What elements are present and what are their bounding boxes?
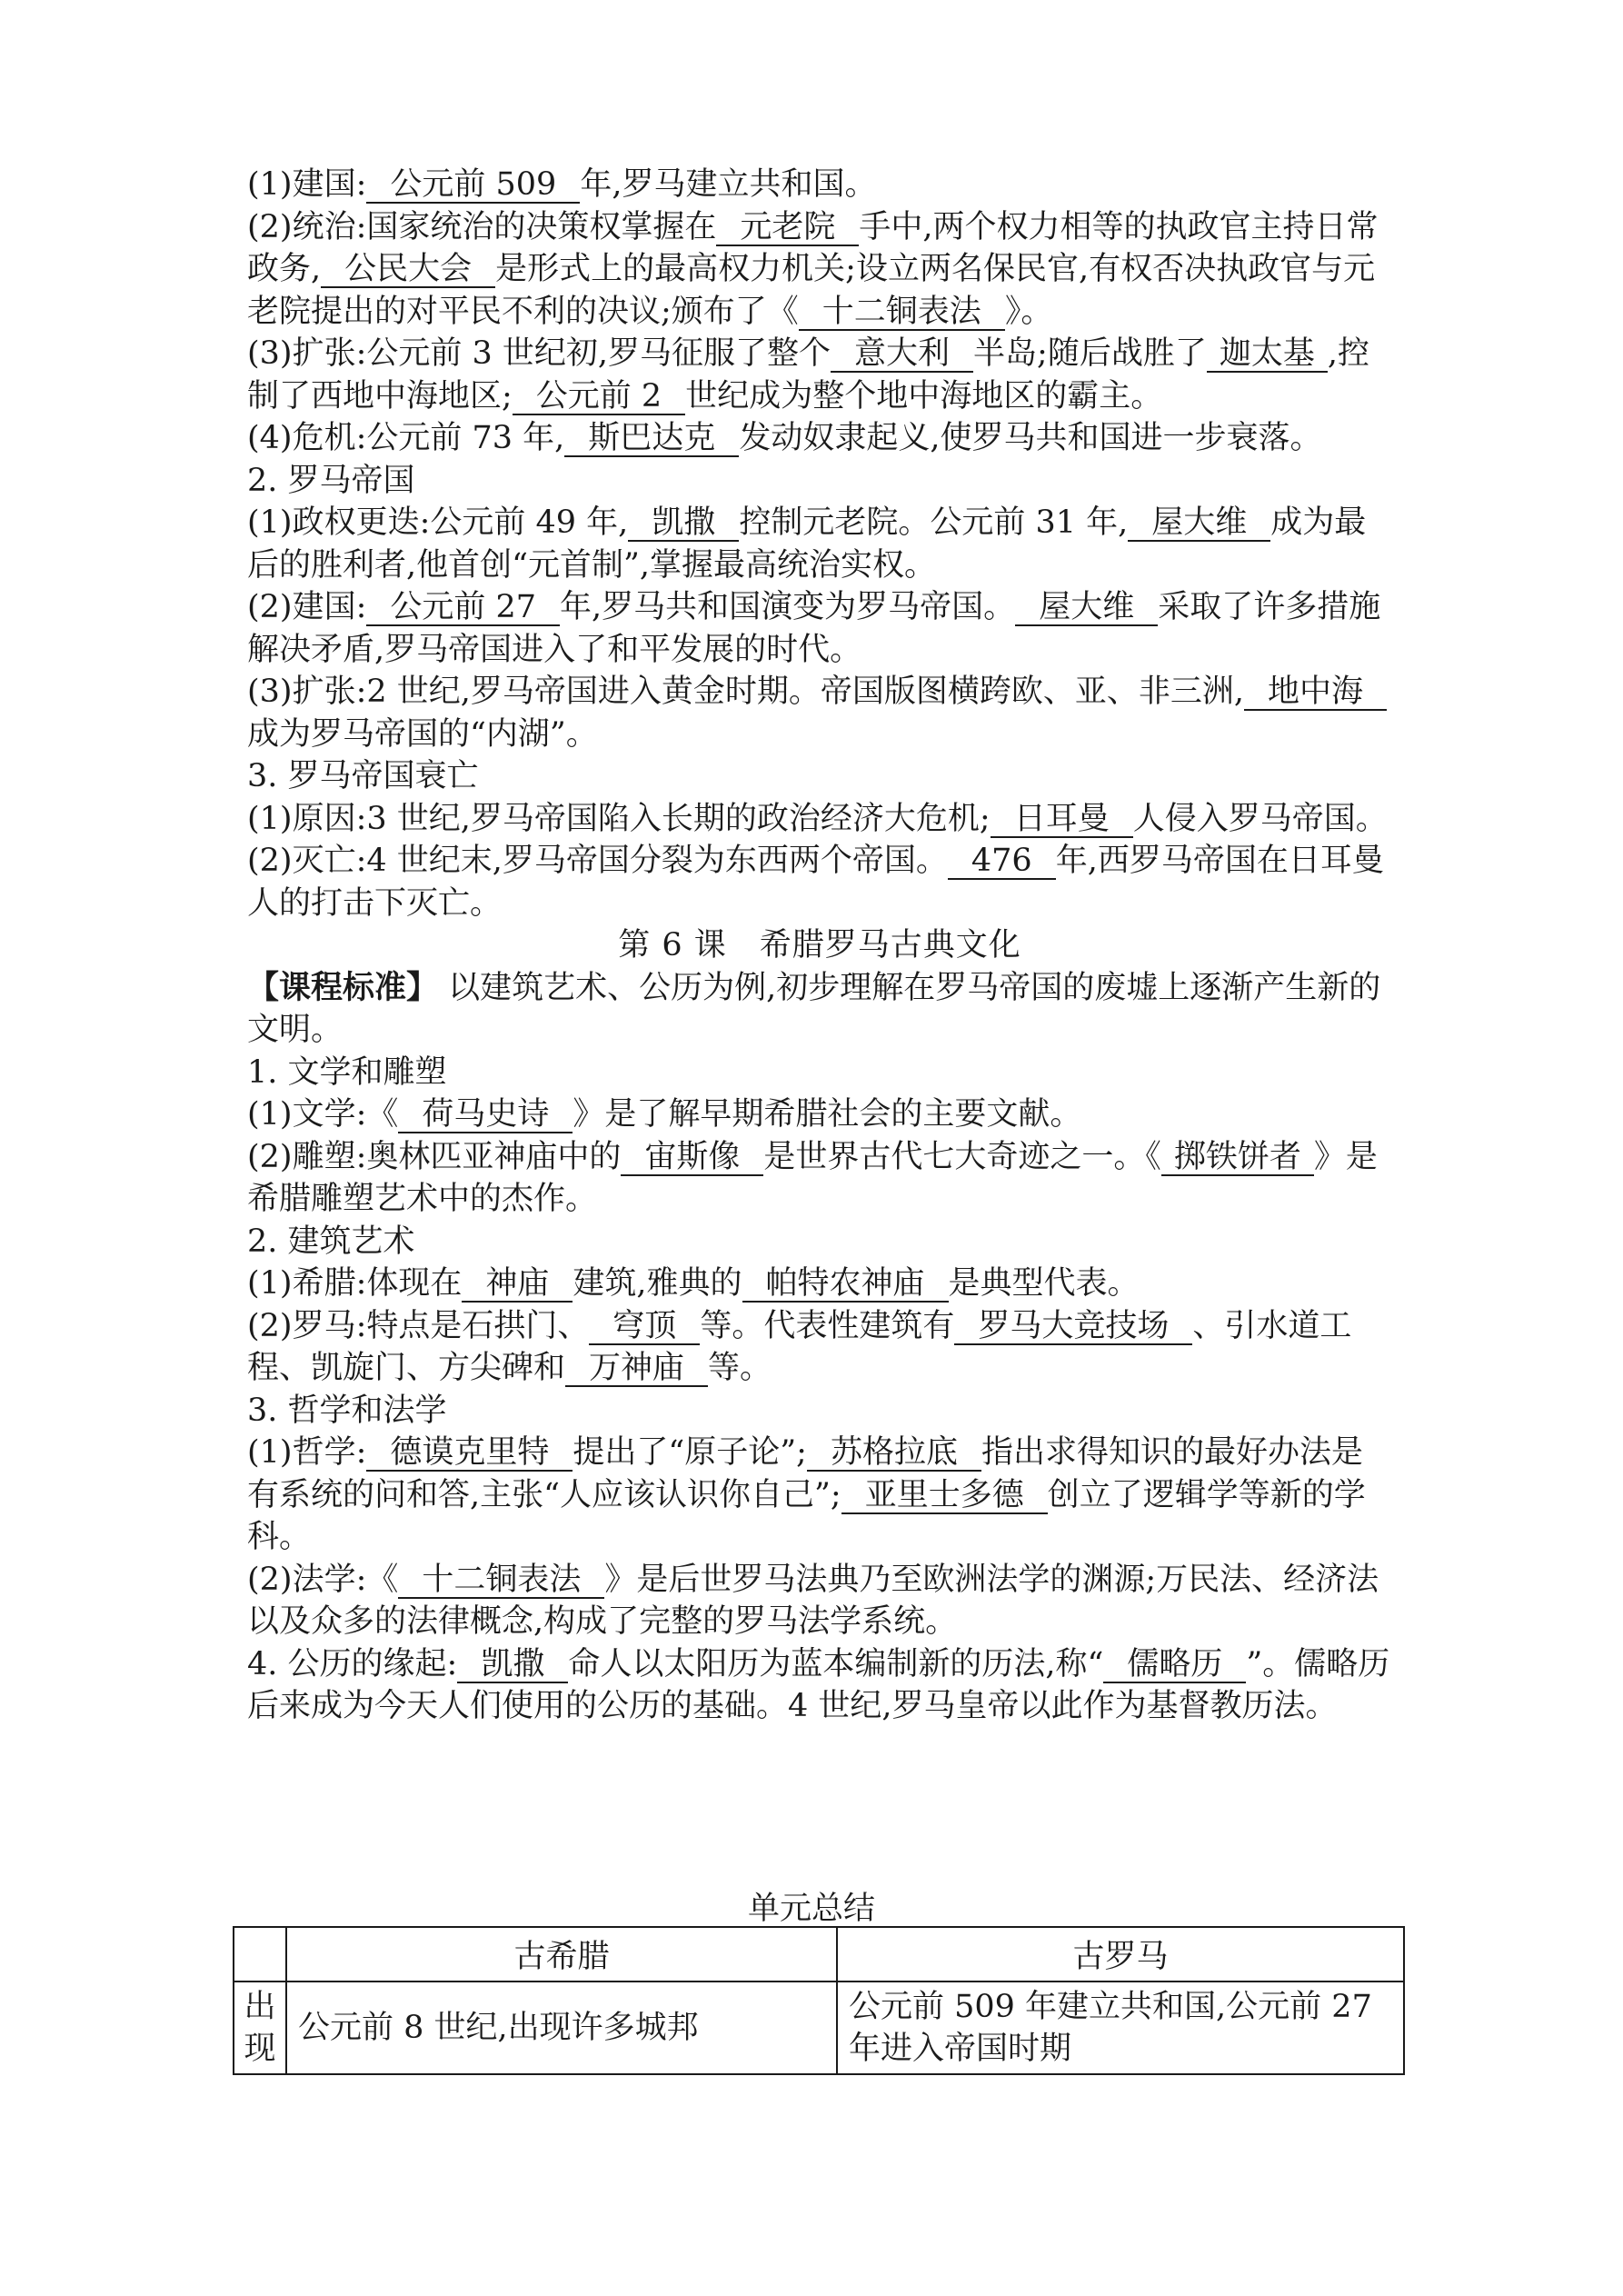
empire-item-3: (3)扩张:2 世纪,罗马帝国进入黄金时期。帝国版图横跨欧、亚、非三洲, 地中海成为罗马帝国的“内湖”。 — [247, 671, 1392, 755]
table-cell: 公元前 509 年建立共和国,公元前 27 年进入帝国时期 — [837, 1982, 1404, 2074]
answer-blank: 地中海 — [1244, 674, 1387, 711]
answer-blank: 斯巴达克 — [564, 421, 739, 457]
answer-blank: 日耳曼 — [991, 802, 1133, 838]
row-label: 出现 — [234, 1982, 286, 2074]
answer-blank: 凯撒 — [457, 1647, 568, 1683]
rome-item-1: (1)建国: 公元前 509 年,罗马建立共和国。 — [247, 166, 877, 203]
answer-blank: 罗马大竞技场 — [954, 1309, 1192, 1345]
section-heading: 2. 建筑艺术 — [247, 1223, 415, 1260]
course-standard-label: 【课程标准】 — [247, 968, 439, 1006]
answer-blank: 亚里士多德 — [841, 1478, 1048, 1514]
table-row — [234, 1982, 1404, 2074]
answer-blank: 公元前 509 — [366, 167, 580, 204]
answer-blank: 德谟克里特 — [366, 1435, 573, 1472]
answer-blank: 宙斯像 — [621, 1140, 763, 1176]
document-body — [247, 164, 1392, 1728]
answer-blank: 意大利 — [831, 336, 973, 373]
unit-summary-table — [233, 1926, 1405, 2075]
answer-blank: 元老院 — [716, 210, 859, 246]
philosophy-item-2: (2)法学:《 十二铜表法 》是后世罗马法典乃至欧洲法学的渊源;万民法、经济法以及众多的法律概念,构成了完整的罗马法学系统。 — [247, 1561, 1379, 1640]
course-standard: 【课程标准】 以建筑艺术、公历为例,初步理解在罗马帝国的废墟上逐渐产生新的文明。 — [247, 968, 1381, 1048]
answer-blank: 穹顶 — [589, 1309, 700, 1345]
answer-blank: 苏格拉底 — [807, 1435, 981, 1472]
empire-item-1: (1)政权更迭:公元前 49 年, 凯撒 控制元老院。公元前 31 年, 屋大维 成为最后的胜利者,他首创“元首制”,掌握最高统治实权。 — [247, 504, 1367, 584]
rome-item-3: (3)扩张:公元前 3 世纪初,罗马征服了整个 意大利 半岛;随后战胜了 迦太基 ,控制了西地中海地区; 公元前 2 世纪成为整个地中海地区的霸主。 — [247, 335, 1369, 414]
architecture-item-2: (2)罗马:特点是石拱门、 穹顶 等。代表性建筑有 罗马大竞技场 、引水道工程、凯旋门、方尖碑和 万神庙 等。 — [247, 1307, 1352, 1386]
decline-item-1: (1)原因:3 世纪,罗马帝国陷入长期的政治经济大危机; 日耳曼 人侵入罗马帝国。 — [247, 800, 1388, 837]
answer-blank: 凯撒 — [628, 505, 739, 542]
lesson-title: 第 6 课 希腊罗马古典文化 — [618, 927, 1021, 963]
table-header-cell: 古罗马 — [837, 1927, 1404, 1982]
section-heading: 1. 文学和雕塑 — [247, 1053, 447, 1091]
summary-title: 单元总结 — [747, 1891, 875, 1927]
decline-item-2: (2)灭亡:4 世纪末,罗马帝国分裂为东西两个帝国。 476 年,西罗马帝国在日耳曼人的打击下灭亡。 — [247, 843, 1384, 922]
section-heading: 3. 哲学和法学 — [247, 1392, 447, 1429]
calendar-item: 4. 公历的缘起: 凯撒 命人以太阳历为蓝本编制新的历法,称“ 儒略历 ”。儒略历后来成为今天人们使用的公历的基础。4 世纪,罗马皇帝以此作为基督教历法。 — [247, 1645, 1390, 1724]
answer-blank: 儒略历 — [1103, 1647, 1246, 1683]
rome-item-4: (4)危机:公元前 73 年, 斯巴达克 发动奴隶起义,使罗马共和国进一步衰落。 — [247, 420, 1322, 456]
answer-blank: 荷马史诗 — [398, 1097, 573, 1133]
answer-blank: 十二铜表法 — [799, 294, 1005, 331]
culture-item-2: (2)雕塑:奥林匹亚神庙中的 宙斯像 是世界古代七大奇迹之一。《 掷铁饼者 》是希腊雕塑艺术中的杰作。 — [247, 1138, 1378, 1217]
answer-blank: 屋大维 — [1015, 590, 1158, 626]
architecture-item-1: (1)希腊:体现在 神庙 建筑,雅典的 帕特农神庙 是典型代表。 — [247, 1265, 1140, 1302]
section-heading: 2. 罗马帝国 — [247, 462, 415, 499]
answer-blank: 公元前 2 — [513, 379, 685, 415]
empire-item-2: (2)建国: 公元前 27 年,罗马共和国演变为罗马帝国。 屋大维 采取了许多措施解决矛盾,罗马帝国进入了和平发展的时代。 — [247, 589, 1381, 668]
table-header-row — [234, 1927, 1404, 1982]
answer-blank: 万神庙 — [565, 1351, 708, 1387]
answer-blank: 公元前 27 — [366, 590, 560, 626]
answer-blank: 迦太基 — [1207, 336, 1328, 373]
table-cell: 公元前 8 世纪,出现许多城邦 — [286, 1982, 837, 2074]
answer-blank: 神庙 — [462, 1266, 573, 1303]
philosophy-item-1: (1)哲学: 德谟克里特 提出了“原子论”; 苏格拉底 指出求得知识的最好办法是有系统的问和答,主张“人应该认识你自己”; 亚里士多德 创立了逻辑学等新的学科。 — [247, 1434, 1366, 1555]
rome-item-2: (2)统治:国家统治的决策权掌握在 元老院 手中,两个权力相等的执政官主持日常政务, 公民大会 是形式上的最高权力机关;设立两名保民官,有权否决执政官与元老院提出的对平民不利的决议;颁布了《 十二铜表法 》。 — [247, 208, 1379, 330]
answer-blank: 帕特农神庙 — [742, 1266, 949, 1303]
answer-blank: 公民大会 — [321, 252, 495, 288]
answer-blank: 476 — [948, 844, 1056, 880]
answer-blank: 屋大维 — [1128, 505, 1270, 542]
table-header-cell: 古希腊 — [286, 1927, 837, 1982]
section-heading: 3. 罗马帝国衰亡 — [247, 758, 479, 794]
answer-blank: 十二铜表法 — [398, 1562, 604, 1599]
answer-blank: 掷铁饼者 — [1161, 1140, 1314, 1176]
table-header-cell — [234, 1927, 286, 1982]
culture-item-1: (1)文学:《 荷马史诗 》是了解早期希腊社会的主要文献。 — [247, 1096, 1082, 1133]
